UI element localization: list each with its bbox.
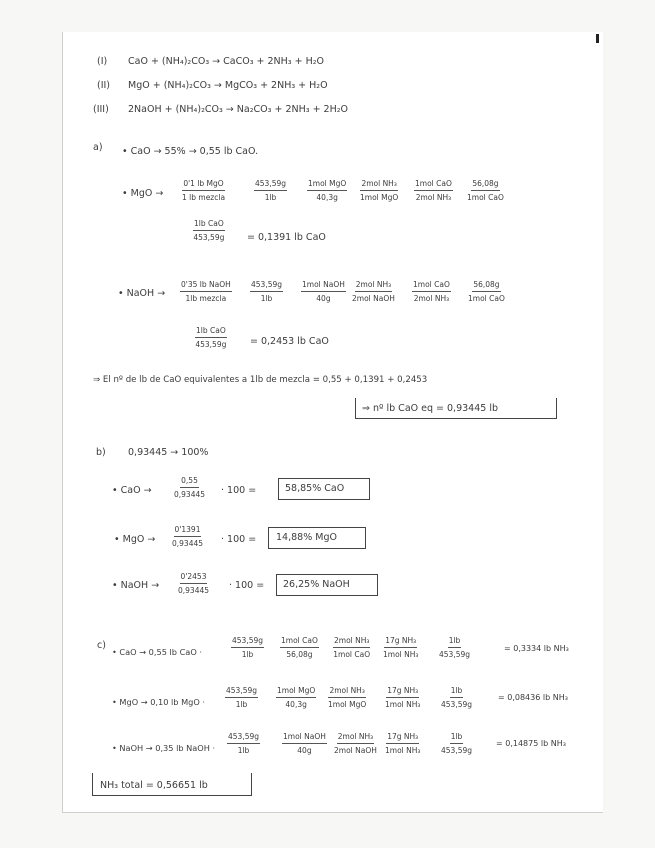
fraction-numerator: 1mol NaOH xyxy=(301,281,346,292)
fraction-numerator: 1lb CaO xyxy=(195,327,227,338)
fraction-numerator: 56,08g xyxy=(472,281,500,292)
unit-factor-fraction xyxy=(441,687,472,708)
fraction-numerator: 1mol MgO xyxy=(307,180,347,191)
part-c-naoh-result: = 0,14875 lb NH₃ xyxy=(496,739,566,748)
fraction-denominator: 1mol CaO xyxy=(468,293,505,303)
fraction-denominator: 2mol NaOH xyxy=(352,293,395,303)
unit-factor-fraction xyxy=(468,281,505,302)
fraction-denominator: 1mol MgO xyxy=(328,699,367,709)
unit-factor-fraction xyxy=(182,180,225,201)
unit-factor-fraction xyxy=(333,637,370,658)
fraction-numerator: 0'35 lb NaOH xyxy=(180,281,232,292)
page-corner-mark xyxy=(596,34,599,43)
fraction-denominator: 453,59g xyxy=(441,745,473,755)
fraction-denominator: 1lb xyxy=(237,745,250,755)
fraction-denominator: 2mol NH₃ xyxy=(413,293,450,303)
fraction-numerator: 1mol CaO xyxy=(412,281,451,292)
fraction-numerator: 0'2453 xyxy=(180,573,208,584)
unit-factor-fraction xyxy=(231,637,264,658)
fraction-denominator: 56,08g xyxy=(286,649,313,659)
reaction-3-label: (III) xyxy=(93,104,109,115)
part-b-naoh-multiplier: · 100 = xyxy=(229,580,265,591)
part-b-naoh-result: 26,25% NaOH xyxy=(283,579,350,590)
fraction-denominator: 1mol CaO xyxy=(333,649,371,659)
fraction-denominator: 2mol NH₃ xyxy=(415,192,452,202)
fraction-denominator: 0,93445 xyxy=(178,585,210,595)
fraction-denominator: 1 lb mezcla xyxy=(182,192,226,202)
fraction-denominator: 2mol NaOH xyxy=(334,745,377,755)
fraction-denominator: 1mol NH₃ xyxy=(383,649,419,659)
fraction-numerator: 2mol NH₃ xyxy=(360,180,397,191)
part-b-cao-result: 58,85% CaO xyxy=(285,483,345,494)
unit-factor-fraction xyxy=(280,637,319,658)
reaction-1-equation: CaO + (NH₄)₂CO₃ → CaCO₃ + 2NH₃ + H₂O xyxy=(128,56,325,67)
fraction-numerator: 2mol NH₃ xyxy=(355,281,392,292)
fraction-denominator: 453,59g xyxy=(441,699,473,709)
unit-factor-fraction xyxy=(225,687,258,708)
fraction-denominator: 1lb xyxy=(241,649,254,659)
fraction-numerator: 0'1 lb MgO xyxy=(182,180,224,191)
part-a-equivalents-line: ⇒ El nº de lb de CaO equivalentes a 1lb de mezcla = 0,55 + 0,1391 + 0,2453 xyxy=(93,375,428,385)
part-b-naoh-lead: • NaOH → xyxy=(112,580,160,591)
fraction-numerator: 453,59g xyxy=(227,733,260,744)
part-b-mgo-lead: • MgO → xyxy=(114,534,156,545)
unit-factor-fraction xyxy=(467,180,504,201)
fraction-denominator: 453,59g xyxy=(439,649,471,659)
fraction-denominator: 1lb xyxy=(260,293,273,303)
fraction-numerator: 0,55 xyxy=(180,477,199,488)
part-c-naoh-lead: • NaOH → 0,35 lb NaOH · xyxy=(112,743,216,753)
part-c-mgo-result: = 0,08436 lb NH₃ xyxy=(498,693,568,702)
fraction-denominator: 1lb xyxy=(235,699,248,709)
fraction-numerator: 1lb xyxy=(450,687,464,698)
fraction-denominator: 1mol NH₃ xyxy=(385,745,421,755)
unit-factor-fraction xyxy=(414,180,453,201)
fraction-numerator: 2mol NH₃ xyxy=(337,733,374,744)
part-a-naoh-cont-fraction xyxy=(195,327,227,348)
part-a-naoh-result: = 0,2453 lb CaO xyxy=(250,336,329,347)
fraction-numerator: 1mol CaO xyxy=(280,637,319,648)
fraction-numerator: 1lb xyxy=(448,637,462,648)
fraction-denominator: 1mol MgO xyxy=(360,192,399,202)
fraction-denominator: 1mol CaO xyxy=(467,192,504,202)
fraction-numerator: 453,59g xyxy=(250,281,283,292)
fraction-numerator: 1lb xyxy=(450,733,464,744)
unit-factor-fraction xyxy=(328,687,366,708)
part-a-label: a) xyxy=(93,142,103,153)
unit-factor-fraction xyxy=(385,733,420,754)
unit-factor-fraction xyxy=(385,687,420,708)
reaction-2-label: (II) xyxy=(97,80,111,91)
fraction-denominator: 0,93445 xyxy=(174,489,206,499)
part-c-total: NH₃ total = 0,56651 lb xyxy=(100,780,208,791)
part-b-cao-multiplier: · 100 = xyxy=(221,485,257,496)
part-c-cao-result: = 0,3334 lb NH₃ xyxy=(504,644,569,653)
fraction-numerator: 56,08g xyxy=(471,180,499,191)
unit-factor-fraction xyxy=(360,180,398,201)
fraction-numerator: 1mol CaO xyxy=(414,180,453,191)
unit-factor-fraction xyxy=(276,687,316,708)
part-b-base-line: 0,93445 → 100% xyxy=(128,447,209,458)
part-b-label: b) xyxy=(96,447,106,458)
fraction-numerator: 2mol NH₃ xyxy=(333,637,370,648)
part-c-cao-lead: • CaO → 0,55 lb CaO · xyxy=(112,647,202,657)
fraction-numerator: 453,59g xyxy=(231,637,264,648)
fraction-denominator: 1mol NH₃ xyxy=(385,699,421,709)
part-a-mgo-cont-fraction xyxy=(193,220,225,241)
reaction-2-equation: MgO + (NH₄)₂CO₃ → MgCO₃ + 2NH₃ + H₂O xyxy=(128,80,328,91)
part-b-naoh-fraction xyxy=(178,573,209,594)
part-b-cao-lead: • CaO → xyxy=(112,485,152,496)
unit-factor-fraction xyxy=(439,637,470,658)
unit-factor-fraction xyxy=(383,637,418,658)
unit-factor-fraction xyxy=(282,733,327,754)
part-a-equivalents-result: ⇒ nº lb CaO eq = 0,93445 lb xyxy=(362,403,498,414)
fraction-numerator: 17g NH₃ xyxy=(386,733,419,744)
unit-factor-fraction xyxy=(441,733,472,754)
part-b-mgo-multiplier: · 100 = xyxy=(221,534,257,545)
part-b-cao-fraction xyxy=(174,477,205,498)
unit-factor-fraction xyxy=(227,733,260,754)
fraction-numerator: 453,59g xyxy=(225,687,258,698)
part-b-mgo-fraction xyxy=(172,526,203,547)
part-b-mgo-result: 14,88% MgO xyxy=(276,532,337,543)
unit-factor-fraction xyxy=(334,733,377,754)
unit-factor-fraction xyxy=(301,281,346,302)
fraction-denominator: 0,93445 xyxy=(172,538,204,548)
fraction-denominator: 1lb mezcla xyxy=(185,293,227,303)
fraction-numerator: 17g NH₃ xyxy=(386,687,419,698)
fraction-denominator: 40,3g xyxy=(285,699,307,709)
reaction-1-label: (I) xyxy=(97,56,108,67)
fraction-numerator: 1lb CaO xyxy=(193,220,225,231)
part-a-mgo-lead: • MgO → xyxy=(122,188,164,199)
part-a-mgo-result: = 0,1391 lb CaO xyxy=(247,232,326,243)
unit-factor-fraction xyxy=(180,281,232,302)
part-a-cao-line: • CaO → 55% → 0,55 lb CaO. xyxy=(122,146,259,157)
part-c-mgo-lead: • MgO → 0,10 lb MgO · xyxy=(112,697,206,707)
unit-factor-fraction xyxy=(250,281,283,302)
fraction-denominator: 453,59g xyxy=(195,339,227,349)
unit-factor-fraction xyxy=(307,180,347,201)
fraction-denominator: 40g xyxy=(297,745,312,755)
reaction-3-equation: 2NaOH + (NH₄)₂CO₃ → Na₂CO₃ + 2NH₃ + 2H₂O xyxy=(128,104,349,115)
fraction-numerator: 17g NH₃ xyxy=(384,637,417,648)
part-a-naoh-lead: • NaOH → xyxy=(118,288,166,299)
fraction-numerator: 2mol NH₃ xyxy=(328,687,365,698)
fraction-numerator: 1mol MgO xyxy=(276,687,316,698)
part-c-label: c) xyxy=(97,640,106,651)
fraction-denominator: 40,3g xyxy=(316,192,338,202)
fraction-numerator: 1mol NaOH xyxy=(282,733,327,744)
fraction-numerator: 0'1391 xyxy=(174,526,202,537)
fraction-denominator: 453,59g xyxy=(193,232,225,242)
unit-factor-fraction xyxy=(254,180,287,201)
unit-factor-fraction xyxy=(412,281,451,302)
fraction-numerator: 453,59g xyxy=(254,180,287,191)
fraction-denominator: 40g xyxy=(316,293,331,303)
fraction-denominator: 1lb xyxy=(264,192,277,202)
unit-factor-fraction xyxy=(352,281,395,302)
